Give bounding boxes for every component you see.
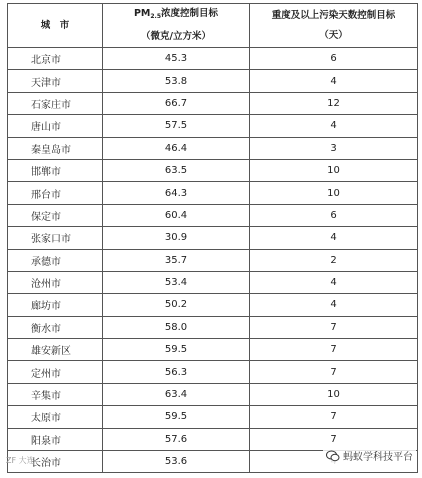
header-pm-unit: （微克/立方米） xyxy=(141,31,211,42)
table-row xyxy=(8,204,418,226)
city-cell: 保定市 xyxy=(8,204,103,226)
pm-target-cell: 30.9 xyxy=(103,227,250,249)
watermark-left: ZF 大连 xyxy=(6,456,35,465)
table-row xyxy=(8,406,418,428)
watermark-right-text: 蚂蚁学科技平台 xyxy=(343,452,413,463)
days-target-cell: 10 xyxy=(250,182,418,204)
city-cell: 定州市 xyxy=(8,361,103,383)
table-row xyxy=(8,294,418,316)
header-pm-target xyxy=(103,4,250,48)
days-target-cell: 6 xyxy=(250,48,418,70)
table-row xyxy=(8,92,418,114)
header-city: 城 市 xyxy=(8,4,103,48)
table-row xyxy=(8,137,418,159)
table-row xyxy=(8,383,418,405)
city-cell: 承德市 xyxy=(8,249,103,271)
header-pm-suffix: 浓度控制目标 xyxy=(161,8,219,19)
days-target-cell: 7 xyxy=(250,406,418,428)
table-row xyxy=(8,271,418,293)
city-cell: 北京市 xyxy=(8,48,103,70)
header-pm-prefix: PM xyxy=(133,8,151,19)
table-row xyxy=(8,115,418,137)
header-pm-title xyxy=(103,4,249,27)
watermark-right xyxy=(323,447,416,464)
city-cell: 沧州市 xyxy=(8,271,103,293)
table-row xyxy=(8,182,418,204)
pm-target-cell: 63.4 xyxy=(103,383,250,405)
table-row xyxy=(8,361,418,383)
days-target-cell: 6 xyxy=(250,204,418,226)
pm-target-cell: 35.7 xyxy=(103,249,250,271)
days-target-cell: 4 xyxy=(250,70,418,92)
city-cell: 邯郸市 xyxy=(8,159,103,181)
table-row xyxy=(8,70,418,92)
pollution-targets-table xyxy=(7,3,418,473)
city-cell: 太原市 xyxy=(8,406,103,428)
city-cell: 雄安新区 xyxy=(8,339,103,361)
days-target-cell: 7 xyxy=(250,361,418,383)
pm-target-cell: 50.2 xyxy=(103,294,250,316)
days-target-cell: 4 xyxy=(250,271,418,293)
pm-target-cell: 58.0 xyxy=(103,316,250,338)
table-row xyxy=(8,316,418,338)
days-target-cell: 2 xyxy=(250,249,418,271)
header-pm-subscript: 2.5 xyxy=(150,13,162,20)
city-cell: 邢台市 xyxy=(8,182,103,204)
days-target-cell: 12 xyxy=(250,92,418,114)
table-row xyxy=(8,227,418,249)
wechat-icon xyxy=(326,450,340,462)
pm-target-cell: 63.5 xyxy=(103,159,250,181)
pm-target-cell: 53.6 xyxy=(103,451,250,473)
pm-target-cell: 64.3 xyxy=(103,182,250,204)
pm-target-cell: 45.3 xyxy=(103,48,250,70)
days-target-cell: 4 xyxy=(250,294,418,316)
city-cell: 辛集市 xyxy=(8,383,103,405)
city-cell: 唐山市 xyxy=(8,115,103,137)
days-target-cell: 10 xyxy=(250,383,418,405)
table-row xyxy=(8,249,418,271)
days-target-cell: 10 xyxy=(250,159,418,181)
city-cell: 长治市 xyxy=(8,451,103,473)
days-target-cell: 7 xyxy=(250,339,418,361)
city-cell: 张家口市 xyxy=(8,227,103,249)
days-target-cell: 7 xyxy=(250,428,418,450)
pm-target-cell: 56.3 xyxy=(103,361,250,383)
pm-target-cell: 53.8 xyxy=(103,70,250,92)
header-days-unit: （天） xyxy=(319,29,348,41)
table-row xyxy=(8,48,418,70)
city-cell: 石家庄市 xyxy=(8,92,103,114)
pm-target-cell: 59.5 xyxy=(103,406,250,428)
table-row xyxy=(8,159,418,181)
pm-target-cell: 53.4 xyxy=(103,271,250,293)
days-target-cell: 4 xyxy=(250,115,418,137)
city-cell: 衡水市 xyxy=(8,316,103,338)
pm-target-cell: 46.4 xyxy=(103,137,250,159)
pm-target-cell: 59.5 xyxy=(103,339,250,361)
header-days-title: 重度及以上污染天数控制目标 xyxy=(271,9,396,21)
days-target-cell: 7 xyxy=(250,316,418,338)
table-header-row xyxy=(8,4,418,48)
days-target-cell: 4 xyxy=(250,227,418,249)
city-cell: 阳泉市 xyxy=(8,428,103,450)
pm-target-cell: 60.4 xyxy=(103,204,250,226)
city-cell: 廊坊市 xyxy=(8,294,103,316)
days-target-cell: 3 xyxy=(250,137,418,159)
city-cell: 天津市 xyxy=(8,70,103,92)
header-days-target xyxy=(250,4,418,48)
table-body xyxy=(8,48,418,473)
pm-target-cell: 57.5 xyxy=(103,115,250,137)
pm-target-cell: 57.6 xyxy=(103,428,250,450)
city-cell: 秦皇岛市 xyxy=(8,137,103,159)
pm-target-cell: 66.7 xyxy=(103,92,250,114)
table-row xyxy=(8,339,418,361)
